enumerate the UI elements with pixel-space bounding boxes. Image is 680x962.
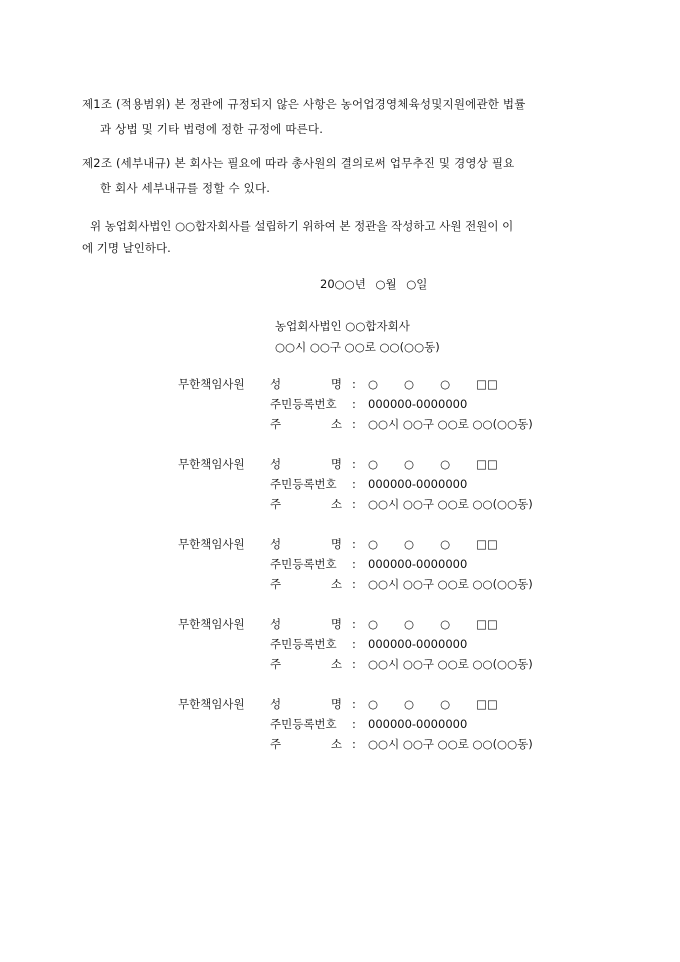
- member-address: ○○시 ○○구 ○○로 ○○(○○동): [368, 577, 533, 591]
- colon: :: [352, 537, 356, 551]
- address-label: [270, 734, 342, 754]
- colon: :: [352, 457, 356, 471]
- company-block: [275, 316, 440, 358]
- name-label: [270, 374, 342, 394]
- member-name: [368, 694, 498, 714]
- name-label-char-1: 성: [270, 377, 282, 391]
- address-label-char-1: 주: [270, 657, 282, 671]
- name-char-2: ○: [404, 617, 415, 631]
- member-rrn: 000000-0000000: [368, 557, 468, 571]
- name-label-char-2: 명: [330, 617, 342, 631]
- rrn-label: 주민등록번호: [270, 557, 337, 571]
- name-label-char-1: 성: [270, 697, 282, 711]
- address-label-char-2: 소: [330, 497, 342, 511]
- address-label-char-2: 소: [330, 577, 342, 591]
- article-1-line-1: 제1조 (적용범위) 본 정관에 규정되지 않은 사항은 농어업경영체육성및지원에관한 법률: [82, 97, 526, 111]
- address-label-char-1: 주: [270, 497, 282, 511]
- signing-date: 20○○년 ○월 ○일: [320, 277, 428, 291]
- name-char-2: ○: [404, 457, 415, 471]
- member-name: [368, 374, 498, 394]
- member-name: [368, 454, 498, 474]
- closing-line-2: 에 기명 날인하다.: [82, 241, 171, 255]
- address-label: [270, 494, 342, 514]
- address-label-char-2: 소: [330, 417, 342, 431]
- seal-box: □□: [476, 697, 498, 711]
- member-block-4: [178, 614, 598, 674]
- seal-box: □□: [476, 617, 498, 631]
- name-char-1: ○: [368, 697, 379, 711]
- address-label: [270, 414, 342, 434]
- member-role: 무한책임사원: [178, 377, 245, 391]
- member-rrn: 000000-0000000: [368, 477, 468, 491]
- name-label: [270, 454, 342, 474]
- company-address: ○○시 ○○구 ○○로 ○○(○○동): [275, 340, 440, 354]
- name-label-char-1: 성: [270, 537, 282, 551]
- colon: :: [352, 577, 356, 591]
- colon: :: [352, 717, 356, 731]
- name-char-3: ○: [440, 617, 451, 631]
- name-label-char-1: 성: [270, 617, 282, 631]
- member-role: 무한책임사원: [178, 697, 245, 711]
- article-2-line-1: 제2조 (세부내규) 본 회사는 필요에 따라 총사원의 결의로써 업무추진 및 경영상 필요: [82, 156, 515, 170]
- member-rrn: 000000-0000000: [368, 397, 468, 411]
- member-address: ○○시 ○○구 ○○로 ○○(○○동): [368, 657, 533, 671]
- member-block-3: [178, 534, 598, 594]
- name-char-1: ○: [368, 377, 379, 391]
- colon: :: [352, 557, 356, 571]
- member-role: 무한책임사원: [178, 457, 245, 471]
- member-name: [368, 614, 498, 634]
- name-char-3: ○: [440, 377, 451, 391]
- rrn-label: 주민등록번호: [270, 717, 337, 731]
- address-label: [270, 654, 342, 674]
- colon: :: [352, 617, 356, 631]
- member-rrn: 000000-0000000: [368, 717, 468, 731]
- member-block-2: [178, 454, 598, 514]
- address-label-char-2: 소: [330, 737, 342, 751]
- name-char-1: ○: [368, 537, 379, 551]
- article-2-line-2: 한 회사 세부내규를 정할 수 있다.: [100, 181, 271, 195]
- name-char-3: ○: [440, 457, 451, 471]
- name-label: [270, 614, 342, 634]
- address-label-char-1: 주: [270, 577, 282, 591]
- member-address: ○○시 ○○구 ○○로 ○○(○○동): [368, 417, 533, 431]
- colon: :: [352, 657, 356, 671]
- name-char-2: ○: [404, 377, 415, 391]
- article-2: [82, 151, 602, 201]
- member-rrn: 000000-0000000: [368, 637, 468, 651]
- address-label-char-2: 소: [330, 657, 342, 671]
- name-label-char-2: 명: [330, 377, 342, 391]
- name-label: [270, 694, 342, 714]
- name-label-char-1: 성: [270, 457, 282, 471]
- address-label-char-1: 주: [270, 417, 282, 431]
- colon: :: [352, 477, 356, 491]
- name-label-char-2: 명: [330, 457, 342, 471]
- name-label: [270, 534, 342, 554]
- name-char-3: ○: [440, 697, 451, 711]
- closing-line-1: 위 농업회사법인 ○○합자회사를 설립하기 위하여 본 정관을 작성하고 사원 전원이 이: [90, 219, 514, 233]
- name-label-char-2: 명: [330, 697, 342, 711]
- name-char-3: ○: [440, 537, 451, 551]
- article-1-line-2: 과 상법 및 기타 법령에 정한 규정에 따른다.: [100, 122, 324, 136]
- colon: :: [352, 737, 356, 751]
- seal-box: □□: [476, 377, 498, 391]
- colon: :: [352, 497, 356, 511]
- seal-box: □□: [476, 457, 498, 471]
- address-label-char-1: 주: [270, 737, 282, 751]
- member-address: ○○시 ○○구 ○○로 ○○(○○동): [368, 497, 533, 511]
- colon: :: [352, 397, 356, 411]
- rrn-label: 주민등록번호: [270, 397, 337, 411]
- colon: :: [352, 417, 356, 431]
- company-name: 농업회사법인 ○○합자회사: [275, 319, 410, 333]
- seal-box: □□: [476, 537, 498, 551]
- member-name: [368, 534, 498, 554]
- colon: :: [352, 637, 356, 651]
- name-char-2: ○: [404, 537, 415, 551]
- name-char-2: ○: [404, 697, 415, 711]
- member-role: 무한책임사원: [178, 617, 245, 631]
- name-char-1: ○: [368, 457, 379, 471]
- rrn-label: 주민등록번호: [270, 637, 337, 651]
- article-1: [82, 92, 602, 142]
- rrn-label: 주민등록번호: [270, 477, 337, 491]
- colon: :: [352, 377, 356, 391]
- member-role: 무한책임사원: [178, 537, 245, 551]
- member-block-5: [178, 694, 598, 754]
- name-label-char-2: 명: [330, 537, 342, 551]
- closing-paragraph: [82, 215, 602, 259]
- name-char-1: ○: [368, 617, 379, 631]
- address-label: [270, 574, 342, 594]
- member-address: ○○시 ○○구 ○○로 ○○(○○동): [368, 737, 533, 751]
- colon: :: [352, 697, 356, 711]
- member-block-1: [178, 374, 598, 434]
